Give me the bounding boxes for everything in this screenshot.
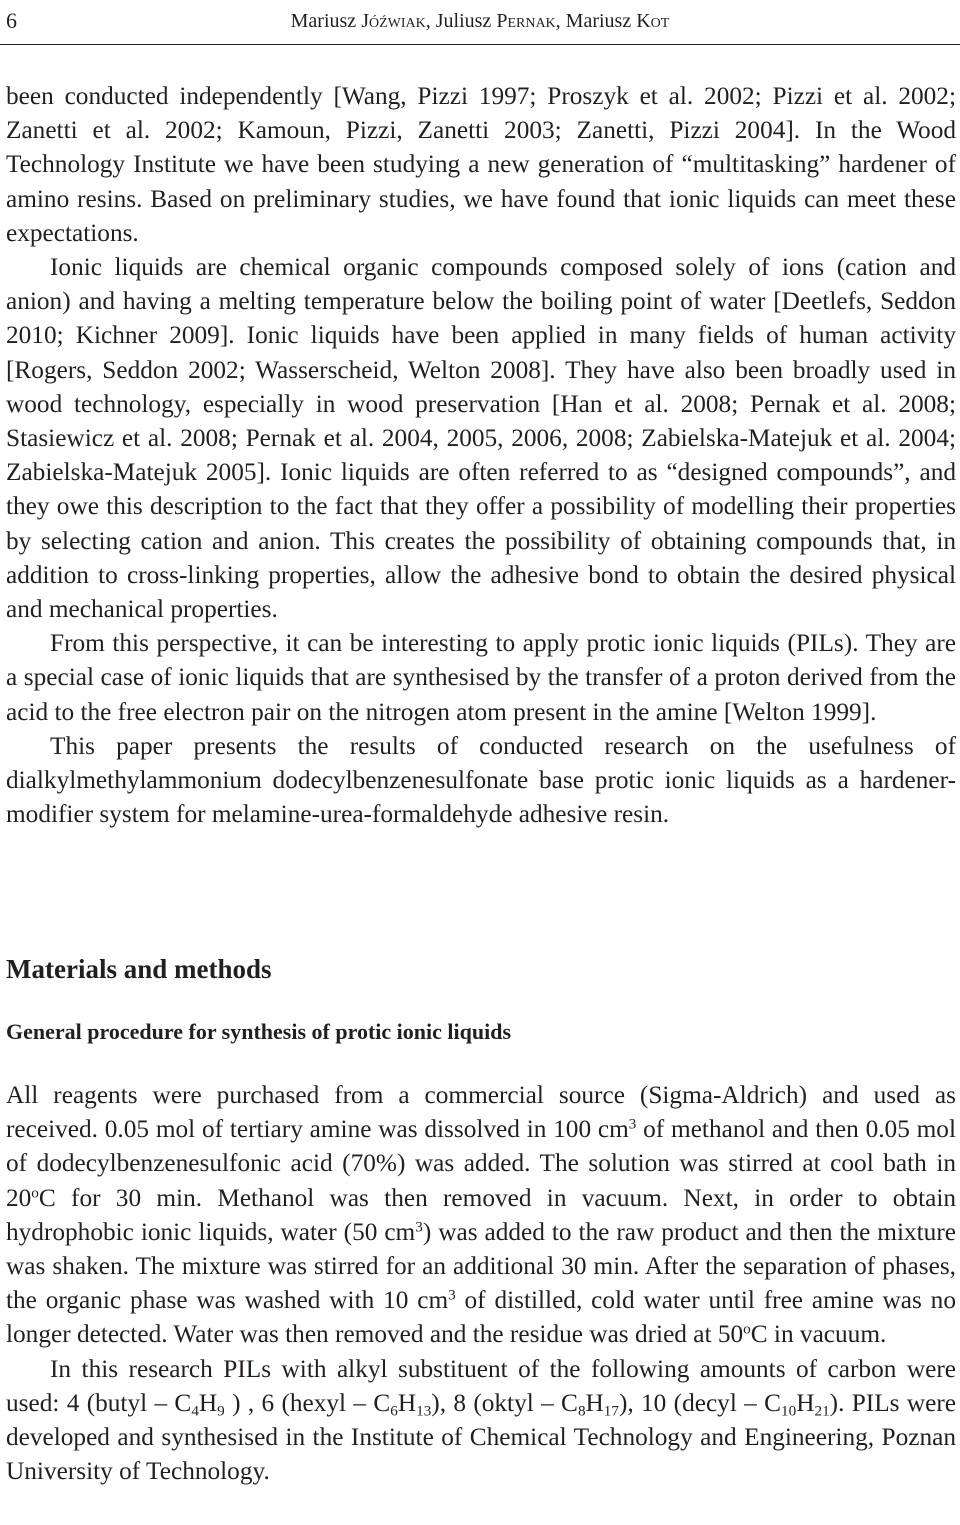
intro-text <box>6 79 956 831</box>
paragraph-ionic-liquids: Ionic liquids are chemical organic compounds composed solely of ions (cation and anion) and having a melting temperature below the boiling point of water [Deetlefs, Seddon 2010; Kichner 2009]. Ionic liquids have been applied in many fields of human activity [Rogers, Seddon 2002; Wasserscheid, Welton 2008]. They have also been broadly used in wood technology, especially in wood preservation [Han et al. 2008; Pernak et al. 2008; Stasiewicz et al. 2008; Pernak et al. 2004, 2005, 2006, 2008; Zabielska-Matejuk et al. 2004; Zabielska-Matejuk 2005]. Ionic liquids are often referred to as “designed compounds”, and they owe this description to the fact that they offer a possibility of modelling their properties by selecting cation and anion. This creates the possibility of obtaining compounds that, in addition to cross-linking properties, allow the adhesive bond to obtain the desired physical and mechanical properties. <box>6 253 956 624</box>
author-3: Mariusz Kot <box>565 10 670 32</box>
paragraph-continuation: been conducted independently [Wang, Pizzi 1997; Proszyk et al. 2002; Pizzi et al. 2002; Zanetti et al. 2002; Kamoun, Pizzi, Zanetti 2003; Zanetti, Pizzi 2004]. In the Wood Technology Institute we have been studying a new generation of “multitasking” hardener of amino resins. Based on preliminary studies, we have found that ionic liquids can meet these expectations. <box>6 82 956 247</box>
author-list: Mariusz Jóźwiak, Juliusz Pernak, Mariusz Kot <box>290 10 670 32</box>
paragraph-alkyl-substituents: In this research PILs with alkyl substituent of the following amounts of carbon were used: 4 (butyl – $C_4H_9$ ) , 6 (hexyl – $C_6H_{13}$), 8 (oktyl – $C_8H_{17}$), 10 (decyl – $C_{10}H_{21}$). PILs were developed and synthesised in the Institute of Chemical Technology and Engineering, Poznan University of Technology. <box>6 1354 956 1486</box>
methods-text <box>6 1078 956 1488</box>
paragraph-pils: From this perspective, it can be interesting to apply protic ionic liquids (PILs). They are a special case of ionic liquids that are synthesised by the transfer of a proton derived from the acid to the free electron pair on the nitrogen atom present in the amine [Welton 1999]. <box>6 629 956 726</box>
page-number: 6 <box>6 8 17 33</box>
subsection-heading: General procedure for synthesis of protic ionic liquids <box>6 1019 512 1044</box>
section-heading: Materials and methods <box>6 954 272 984</box>
running-head <box>6 6 954 36</box>
author-2: Juliusz Pernak <box>435 10 556 32</box>
paragraph-paper-aim: This paper presents the results of conducted research on the usefulness of dialkylmethylammonium dodecylbenzenesulfonate base protic ionic liquids as a hardener-modifier system for melamine-urea-formaldehyde adhesive resin. <box>6 731 956 829</box>
paragraph-synthesis-procedure: All reagents were purchased from a commercial source (Sigma-Aldrich) and used as received. 0.05 mol of tertiary amine was dissolved in 100 $cm^3$ of methanol and then 0.05 mol of dodecylbenzenesulfonic acid (70%) was added. The solution was stirred at cool bath in 20$^o$C for 30 min. Methanol was then removed in vacuum. Next, in order to obtain hydrophobic ionic liquids, water (50 $cm^3$) was added to the raw product and then the mixture was shaken. The mixture was stirred for an additional 30 min. After the separation of phases, the organic phase was washed with 10 $cm^3$ of distilled, cold water until free amine was no longer detected. Water was then removed and the residue was dried at 50$^o$C in vacuum. <box>6 1081 956 1349</box>
header-rule <box>0 44 960 45</box>
author-1: Mariusz Jóźwiak <box>290 10 426 32</box>
